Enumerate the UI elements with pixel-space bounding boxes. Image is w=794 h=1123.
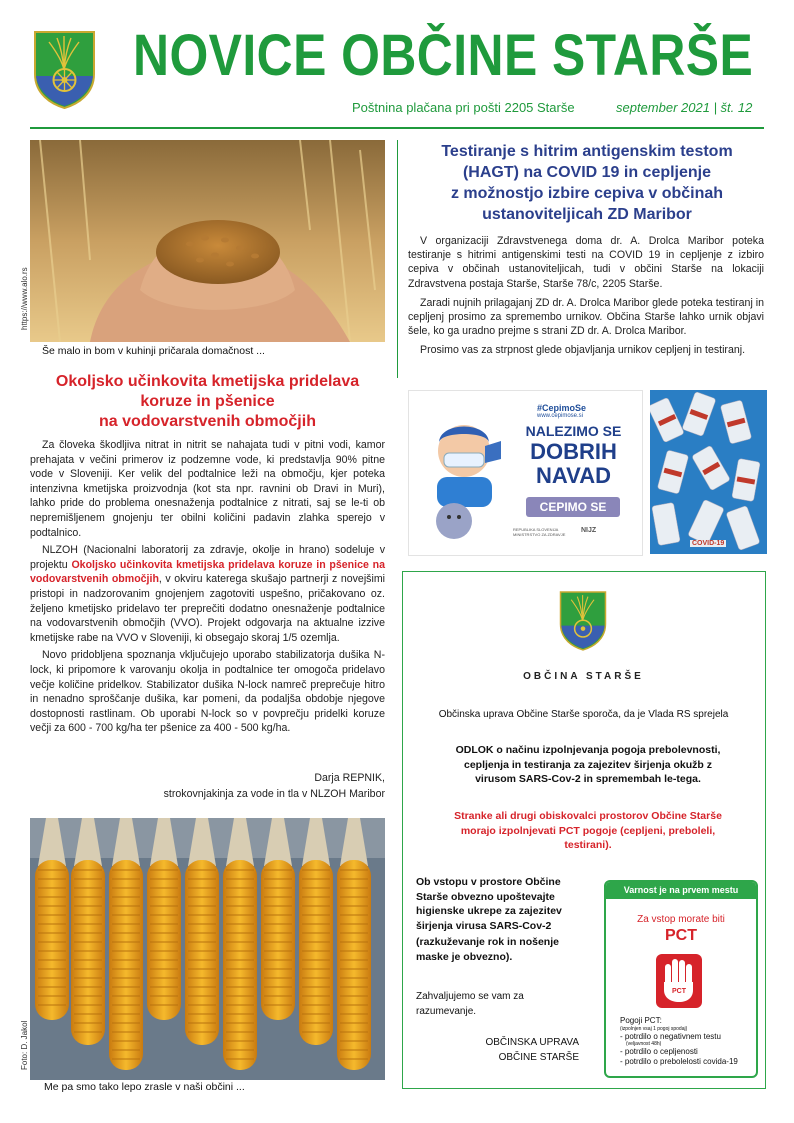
project-name: Okoljsko učinkovita kmetijska pridelava koruze in pšenice na vodovarstvenih območjih bbox=[30, 558, 385, 586]
vaccine-vials-photo bbox=[650, 390, 767, 554]
poster-nijz: NIJZ bbox=[581, 527, 597, 534]
article-title: Okoljsko učinkovita kmetijska pridelava koruze in pšenice na vodovarstvenih območjih bbox=[55, 373, 360, 430]
notice-signature: OBČINSKA UPRAVA OBČINE STARŠE bbox=[485, 1037, 579, 1063]
thanks-text: Zahvaljujemo se vam za razumevanje. bbox=[416, 991, 524, 1017]
photo-credit: https://www.alo.rs bbox=[20, 267, 29, 330]
pct-banner: Varnost je na prvem mestu bbox=[606, 882, 756, 899]
org-name: OBČINA STARŠE bbox=[523, 671, 644, 682]
poster-hashtag: #CepimoSe bbox=[537, 403, 587, 413]
article-body bbox=[408, 234, 764, 363]
paragraph: Prosimo vas za strpnost glede objavljanja urnikov cepljenj in testiranj. bbox=[420, 344, 746, 357]
issue-info: september 2021 | št. 12 bbox=[616, 100, 753, 115]
pct-big: PCT bbox=[665, 927, 697, 944]
author-signature bbox=[30, 770, 385, 802]
poster-url: www.cepimose.si bbox=[537, 413, 584, 419]
poster-line1: NALEZIMO SE bbox=[525, 423, 622, 439]
coat-of-arms bbox=[559, 590, 607, 652]
paragraph: Novo pridobljena spoznanja vključujejo uporabo stabilizatorja dušika N-lock, ki pripomore k varovanju okolja in podtalnice ter omogoča pridelavo večje količine pridelkov. Stabilizator dušika N-lock namreč preprečuje hitro in nenadno sproščanje dušika, kar pomeni, da podaljša obdobje njegove dostopnosti rastlinam. Ob uporabi N-lock so v povprečju pridelki koruze večji za 600 - 700 kg/ha ter pšenice za 400 - 500 kg/ha. bbox=[30, 649, 385, 735]
paragraph: V organizaciji Zdravstvenega doma dr. A. Drolca Maribor poteka testiranje s hitrimi antigenskimi testi na COVID 19 in cepljenje z izbiro cepiva v občinah ustanoviteljicah, tudi v občini Starše na lokaciji Zdravstvena postaja Starše, Starše 78/c, 2205 Starše. bbox=[408, 235, 764, 290]
wheat-grain-photo bbox=[30, 140, 385, 342]
column-divider bbox=[397, 140, 398, 378]
photo-caption: Me pa smo tako lepo zrasle v naši občini ... bbox=[44, 1081, 245, 1093]
masthead-title: NOVICE OBČINE STARŠE bbox=[133, 23, 754, 88]
corn-cobs-photo bbox=[30, 818, 385, 1080]
poster-line2: DOBRIH bbox=[530, 439, 617, 464]
hygiene-measures: Ob vstopu v prostore Občine Starše obvezno upoštevajte higienske ukrepe za zajezitev širjenja virusa SARS-Cov-2 (razkuževanje rok in nošenje maske je obvezno). bbox=[416, 876, 562, 963]
author-name: Darja REPNIK, bbox=[314, 772, 385, 784]
pct-requirement: Stranke ali drugi obiskovalci prostorov Občine Starše morajo izpolnjevati PCT pogoje (cepljeni, preboleli, testirani). bbox=[454, 810, 722, 851]
coat-of-arms bbox=[33, 30, 96, 110]
pct-card bbox=[604, 880, 758, 1078]
article-title: Testiranje s hitrim antigenskim testom (HAGT) na COVID 19 in cepljenje z možnostjo izbire cepiva v občinah ustanoviteljicah ZD Maribor bbox=[441, 143, 733, 223]
header-divider bbox=[30, 127, 764, 129]
paragraph: Zaradi nujnih prilagajanj ZD dr. A. Drolca Maribor glede poteka testiranj in cepljenj prosimo za spremembo urnikov. Občina Starše lahko urnik objavi šele, ko ga uradno prejme s strani ZD dr. A. Drolca Maribor. bbox=[408, 296, 764, 338]
corn-cob bbox=[109, 860, 143, 1070]
paragraph: Za človeka škodljiva nitrat in nitrit se nahajata tudi v pitni vodi, kamor prehajata v večini primerov iz podzemne vode, ki predstavlja 90% pitne vode v Sloveniji. Ker velik del podtalnice leži na območju, kjer poteka intenzivna kmetijska proizvodnja (kot sta npr. ravnini ob Dravi in Muri), lahko pride do problema onesnaženja podtalnice z nitrati, saj se le-ti ob nepremišljenem gnojenju ter obilni količini padavin zlahka sperejo v podtalnico. bbox=[30, 439, 385, 539]
photo-credit: Foto: D. Jakol bbox=[20, 1020, 29, 1070]
paragraph: NLZOH (Nacionalni laboratorij za zdravje, okolje in hrano) sodeluje v projektu Okoljsko učinkovita kmetijska pridelava koruze in pšenice na vodovarstvenih območjih, v okviru katerega skušajo partnerji z novejšimi pristopi in nadzorovanim gnojenjem zagotoviti uspešno, pričakovano oz. željeno kmetijsko pridelavo ter preprečiti dodatno onesnaženje podtalnice na vodovarstvenih območjih (VVO). Projekt odgovarja na aktualne izzive kmetijske rabe na VVO v Sloveniji, ki obsegajo skoraj 1/5 ozemlja. bbox=[30, 544, 385, 644]
pct-conditions: Pogoji PCT: (izpolnjen vsaj 1 pogoj spodaj) - potrdilo o negativnem testu (veljavnost 48h) - potrdilo o cepljenosti - potrdilo o prebolelosti covida-19 bbox=[620, 1016, 738, 1066]
poster-ministry: REPUBLIKA SLOVENIJA MINISTRSTVO ZA ZDRAVJE bbox=[513, 527, 566, 537]
notice-intro: Občinska uprava Občine Starše sporoča, da je Vlada RS sprejela bbox=[438, 709, 729, 720]
author-role: strokovnjakinja za vode in tla v NLZOH Maribor bbox=[163, 788, 385, 800]
vials-label: COVID-19 bbox=[692, 540, 725, 547]
photo-caption: Še malo in bom v kuhinji pričarala domačnost ... bbox=[42, 345, 265, 357]
corn-cob bbox=[223, 860, 257, 1070]
hand-label: PCT bbox=[672, 988, 686, 995]
pct-line: Za vstop morate biti bbox=[637, 914, 725, 925]
poster-cta: CEPIMO SE bbox=[526, 497, 620, 517]
corn-cob bbox=[337, 860, 371, 1070]
article-body bbox=[30, 438, 385, 739]
poster-line3: NAVAD bbox=[536, 463, 611, 488]
stop-hand-icon bbox=[656, 954, 702, 1008]
decree-text: ODLOK o načinu izpolnjevanja pogoja prebolevnosti, cepljenja in testiranja za zajezitev širjenja okužb z virusom SARS-Cov-2 in spremembah le-tega. bbox=[455, 744, 721, 785]
postage-note: Poštnina plačana pri pošti 2205 Starše bbox=[352, 100, 575, 115]
vaccination-poster bbox=[408, 390, 643, 556]
